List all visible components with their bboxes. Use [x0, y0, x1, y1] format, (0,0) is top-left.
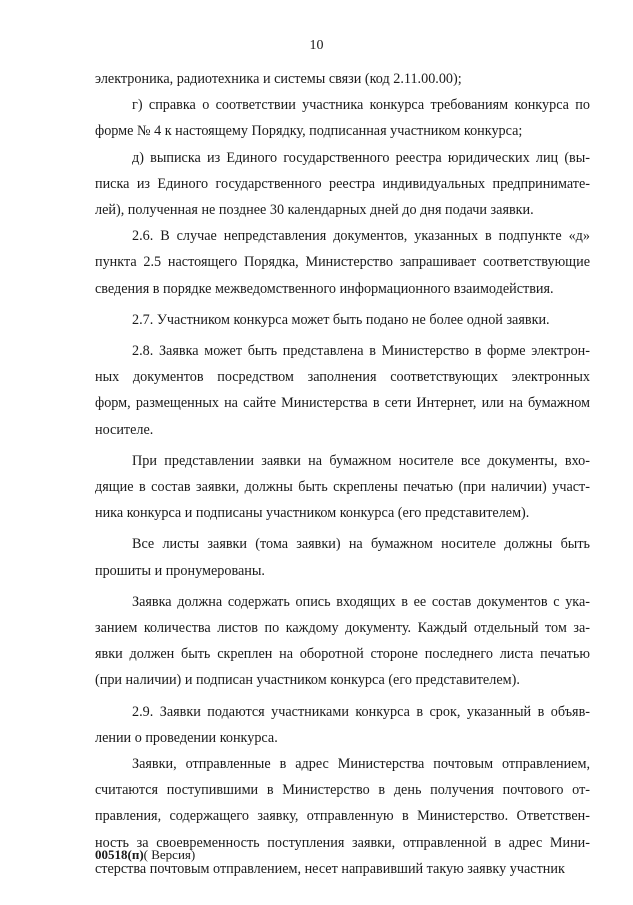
- text-line: писка из Единого государственного реестра индивидуальных предпринимате-: [95, 175, 590, 192]
- text-line: Заявки, отправленные в адрес Министерства почтовым отправлением,: [132, 756, 590, 773]
- text-line: лении о проведении конкурса.: [95, 729, 278, 746]
- paragraph: [95, 145, 590, 224]
- text-line: правления, содержащего заявку, отправленную в Министерство. Ответствен-: [95, 808, 590, 825]
- text-line: форме № 4 к настоящему Порядку, подписанная участником конкурса;: [95, 123, 523, 140]
- document-footer: [95, 847, 195, 863]
- text-line: 2.7. Участником конкурса может быть подано не более одной заявки.: [132, 311, 550, 328]
- paragraph: [95, 448, 590, 527]
- text-line: носителе.: [95, 421, 154, 438]
- text-line: ных документов посредством заполнения соответствующих электронных: [95, 369, 590, 386]
- text-line: прошиты и пронумерованы.: [95, 562, 265, 579]
- paragraph: [95, 92, 590, 144]
- paragraph: [95, 223, 590, 302]
- paragraph: [95, 589, 590, 694]
- document-version: ( Версия): [143, 847, 196, 862]
- text-line: ность за своевременность поступления заявки, отправленной в адрес Мини-: [95, 834, 590, 851]
- text-line: д) выписка из Единого государственного реестра юридических лиц (вы-: [132, 149, 590, 166]
- page-number: 10: [309, 38, 324, 53]
- text-line: 2.8. Заявка может быть представлена в Министерство в форме электрон-: [132, 343, 590, 360]
- paragraph: [95, 307, 590, 333]
- text-line: Заявка должна содержать опись входящих в ее состав документов с ука-: [132, 593, 590, 610]
- text-line: (при наличии) и подписан участником конкурса (его представителем).: [95, 672, 520, 689]
- text-line: сведения в порядке межведомственного информационного взаимодействия.: [95, 280, 554, 297]
- text-line: ника конкурса и подписаны участником конкурса (его представителем).: [95, 505, 530, 522]
- text-line: считаются поступившими в Министерство в день получения почтового от-: [95, 782, 590, 799]
- text-line: стерства почтовым отправлением, несет направивший такую заявку участник: [95, 860, 565, 877]
- text-line: лей), полученная не позднее 30 календарных дней до дня подачи заявки.: [95, 202, 534, 219]
- text-line: дящие в состав заявки, должны быть скреплены печатью (при наличии) участ-: [95, 479, 590, 496]
- text-line: занием количества листов по каждому документу. Каждый отдельный том за-: [95, 620, 590, 637]
- paragraph: [95, 531, 590, 583]
- text-line: 2.6. В случае непредставления документов, указанных в подпункте «д»: [132, 228, 590, 245]
- paragraph: [95, 66, 590, 92]
- text-line: форм, размещенных на сайте Министерства в сети Интернет, или на бумажном: [95, 395, 590, 412]
- document-body: [95, 66, 590, 882]
- paragraph: [95, 699, 590, 751]
- text-line: 2.9. Заявки подаются участниками конкурса в срок, указанный в объяв-: [132, 703, 590, 720]
- paragraph: [95, 338, 590, 443]
- text-line: пункта 2.5 настоящего Порядка, Министерство запрашивает соответствующие: [95, 254, 590, 271]
- text-line: явки должен быть скреплен на оборотной стороне последнего листа печатью: [95, 646, 590, 663]
- document-code: 00518(п): [95, 847, 144, 862]
- text-line: электроника, радиотехника и системы связи (код 2.11.00.00);: [95, 71, 462, 87]
- text-line: Все листы заявки (тома заявки) на бумажном носителе должны быть: [132, 536, 590, 553]
- text-line: При представлении заявки на бумажном носителе все документы, вхо-: [132, 452, 590, 469]
- text-line: г) справка о соответствии участника конкурса требованиям конкурса по: [132, 97, 590, 114]
